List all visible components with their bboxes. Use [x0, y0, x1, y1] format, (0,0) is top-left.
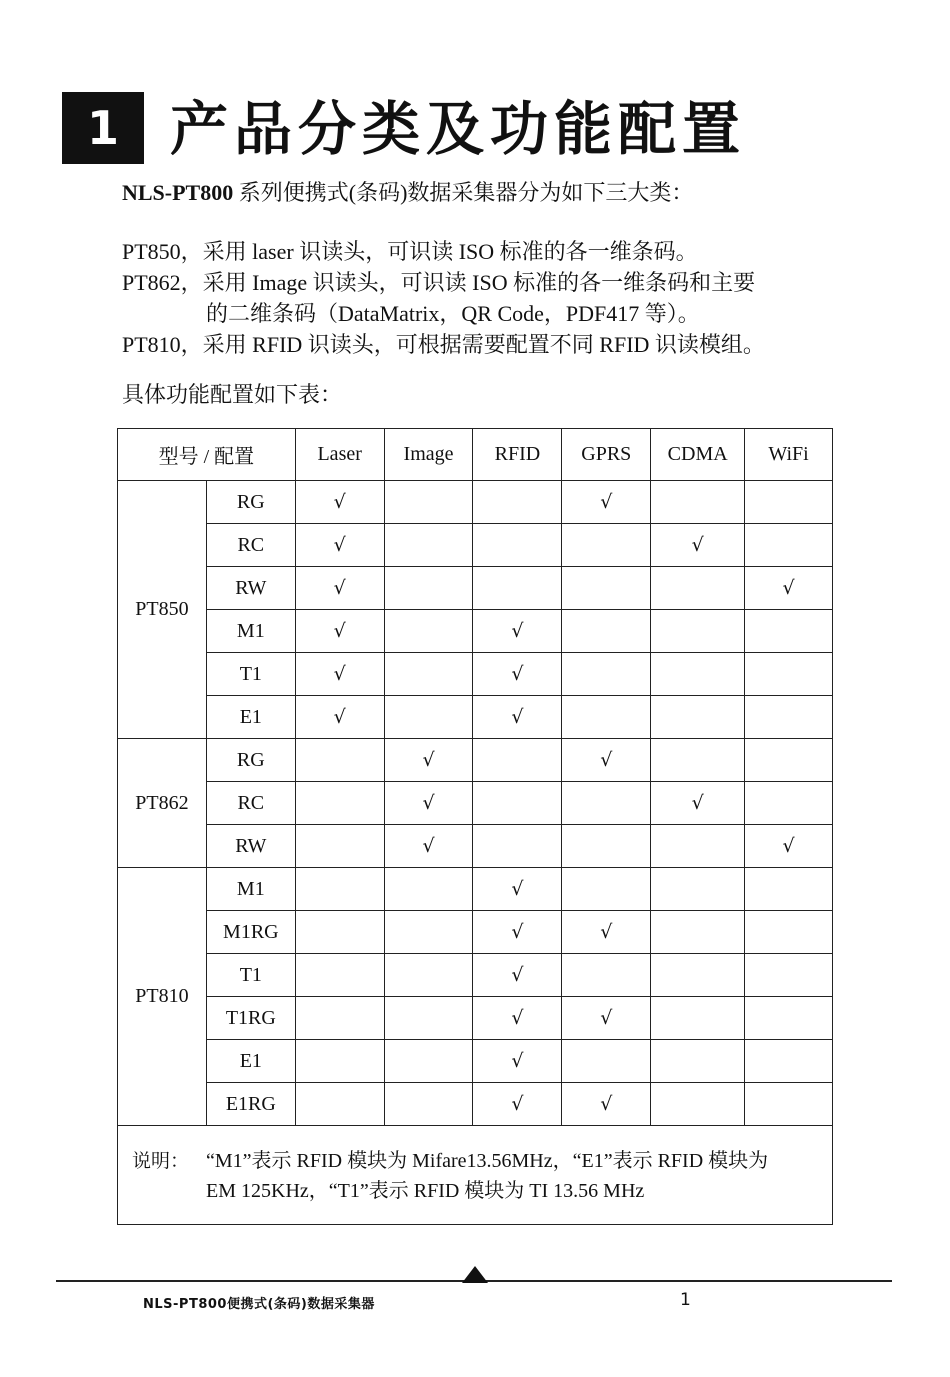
laser-check-cell: √ — [295, 653, 384, 696]
image-check-cell: √ — [384, 782, 473, 825]
image-check-cell — [384, 653, 473, 696]
submodel-cell: M1 — [206, 868, 295, 911]
rfid-check-cell: √ — [473, 954, 562, 997]
image-check-cell — [384, 911, 473, 954]
image-check-cell — [384, 1040, 473, 1083]
note-line-2: EM 125KHz，“T1”表示 RFID 模块为 TI 13.56 MHz — [206, 1180, 645, 1202]
image-check-cell: √ — [384, 739, 473, 782]
submodel-cell: T1 — [206, 653, 295, 696]
wifi-check-cell — [745, 524, 833, 567]
wifi-check-cell — [745, 782, 833, 825]
laser-check-cell — [295, 825, 384, 868]
image-check-cell — [384, 954, 473, 997]
header-wifi: WiFi — [745, 429, 833, 481]
cdma-check-cell — [651, 868, 745, 911]
table-row — [118, 696, 833, 739]
submodel-cell: RC — [206, 782, 295, 825]
laser-check-cell — [295, 1040, 384, 1083]
table-row — [118, 481, 833, 524]
gprs-check-cell — [562, 567, 651, 610]
table-row — [118, 782, 833, 825]
cdma-check-cell — [651, 825, 745, 868]
gprs-check-cell — [562, 653, 651, 696]
rfid-check-cell — [473, 782, 562, 825]
cdma-check-cell — [651, 610, 745, 653]
laser-check-cell — [295, 782, 384, 825]
wifi-check-cell: √ — [745, 567, 833, 610]
table-header-row — [118, 429, 833, 481]
table-row — [118, 653, 833, 696]
submodel-cell: RG — [206, 739, 295, 782]
header-model-config: 型号 / 配置 — [118, 429, 296, 481]
cdma-check-cell — [651, 1083, 745, 1126]
wifi-check-cell — [745, 954, 833, 997]
image-check-cell — [384, 1083, 473, 1126]
note-line-1: “M1”表示 RFID 模块为 Mifare13.56MHz，“E1”表示 RFID 模块为 — [206, 1150, 769, 1172]
laser-check-cell — [295, 954, 384, 997]
submodel-cell: RW — [206, 825, 295, 868]
header-image: Image — [384, 429, 473, 481]
gprs-check-cell — [562, 825, 651, 868]
image-check-cell — [384, 610, 473, 653]
table-body — [118, 481, 833, 1126]
table-row — [118, 911, 833, 954]
image-check-cell — [384, 997, 473, 1040]
cdma-check-cell — [651, 739, 745, 782]
note-text — [206, 1146, 820, 1206]
gprs-check-cell — [562, 1040, 651, 1083]
cdma-check-cell — [651, 997, 745, 1040]
gprs-check-cell — [562, 610, 651, 653]
gprs-check-cell — [562, 954, 651, 997]
wifi-check-cell — [745, 997, 833, 1040]
chapter-number: 1 — [62, 92, 144, 164]
category-pt862: PT862，采用 Image 识读头，可识读 ISO 标准的各一维条码和主要 — [122, 270, 756, 295]
cdma-check-cell — [651, 696, 745, 739]
submodel-cell: RW — [206, 567, 295, 610]
cdma-check-cell — [651, 653, 745, 696]
laser-check-cell: √ — [295, 567, 384, 610]
gprs-check-cell — [562, 868, 651, 911]
image-check-cell — [384, 868, 473, 911]
rfid-check-cell — [473, 481, 562, 524]
note-label: 说明： — [132, 1150, 190, 1172]
gprs-check-cell: √ — [562, 1083, 651, 1126]
cdma-check-cell: √ — [651, 782, 745, 825]
submodel-cell: E1 — [206, 696, 295, 739]
gprs-check-cell: √ — [562, 911, 651, 954]
submodel-cell: E1 — [206, 1040, 295, 1083]
wifi-check-cell: √ — [745, 825, 833, 868]
cdma-check-cell — [651, 1040, 745, 1083]
image-check-cell — [384, 481, 473, 524]
wifi-check-cell — [745, 481, 833, 524]
table-row — [118, 954, 833, 997]
gprs-check-cell: √ — [562, 739, 651, 782]
config-table — [117, 428, 833, 1225]
table-row — [118, 567, 833, 610]
note-cell — [118, 1126, 833, 1225]
cdma-check-cell — [651, 911, 745, 954]
cdma-check-cell — [651, 567, 745, 610]
table-row — [118, 825, 833, 868]
rfid-check-cell: √ — [473, 696, 562, 739]
image-check-cell — [384, 696, 473, 739]
wifi-check-cell — [745, 696, 833, 739]
laser-check-cell — [295, 868, 384, 911]
rfid-check-cell: √ — [473, 1040, 562, 1083]
rfid-check-cell: √ — [473, 997, 562, 1040]
rfid-check-cell: √ — [473, 1083, 562, 1126]
table-intro: 具体功能配置如下表： — [122, 382, 343, 407]
wifi-check-cell — [745, 1083, 833, 1126]
triangle-icon — [462, 1266, 488, 1283]
category-pt810: PT810，采用 RFID 识读头，可根据需要配置不同 RFID 识读模组。 — [122, 332, 765, 357]
model-cell-pt850: PT850 — [118, 481, 207, 739]
page-number: 1 — [680, 1290, 691, 1310]
rfid-check-cell — [473, 567, 562, 610]
footer-title: NLS-PT800便携式(条码)数据采集器 — [143, 1297, 375, 1312]
table-row — [118, 524, 833, 567]
model-cell-pt862: PT862 — [118, 739, 207, 868]
table-row — [118, 997, 833, 1040]
gprs-check-cell: √ — [562, 481, 651, 524]
wifi-check-cell — [745, 1040, 833, 1083]
chapter-title: 产品分类及功能配置 — [170, 95, 747, 163]
gprs-check-cell — [562, 782, 651, 825]
table-row — [118, 610, 833, 653]
gprs-check-cell — [562, 524, 651, 567]
cdma-check-cell — [651, 954, 745, 997]
cdma-check-cell: √ — [651, 524, 745, 567]
rfid-check-cell: √ — [473, 911, 562, 954]
submodel-cell: T1 — [206, 954, 295, 997]
category-pt850: PT850，采用 laser 识读头，可识读 ISO 标准的各一维条码。 — [122, 239, 698, 264]
submodel-cell: M1 — [206, 610, 295, 653]
laser-check-cell: √ — [295, 481, 384, 524]
laser-check-cell: √ — [295, 696, 384, 739]
wifi-check-cell — [745, 610, 833, 653]
laser-check-cell — [295, 997, 384, 1040]
intro-product: NLS-PT800 — [122, 180, 234, 205]
gprs-check-cell — [562, 696, 651, 739]
submodel-cell: M1RG — [206, 911, 295, 954]
model-cell-pt810: PT810 — [118, 868, 207, 1126]
laser-check-cell — [295, 1083, 384, 1126]
wifi-check-cell — [745, 739, 833, 782]
rfid-check-cell — [473, 524, 562, 567]
laser-check-cell: √ — [295, 524, 384, 567]
laser-check-cell: √ — [295, 610, 384, 653]
gprs-check-cell: √ — [562, 997, 651, 1040]
image-check-cell — [384, 524, 473, 567]
table-row — [118, 1083, 833, 1126]
laser-check-cell — [295, 739, 384, 782]
laser-check-cell — [295, 911, 384, 954]
rfid-check-cell: √ — [473, 868, 562, 911]
intro-text: 系列便携式(条码)数据采集器分为如下三大类： — [233, 180, 694, 205]
category-pt862-cont: 的二维条码（DataMatrix，QR Code，PDF417 等）。 — [206, 301, 700, 326]
note-row — [118, 1126, 833, 1225]
wifi-check-cell — [745, 868, 833, 911]
table-row — [118, 1040, 833, 1083]
rfid-check-cell — [473, 825, 562, 868]
submodel-cell: RG — [206, 481, 295, 524]
table-row — [118, 739, 833, 782]
intro-paragraph — [122, 178, 693, 208]
submodel-cell: E1RG — [206, 1083, 295, 1126]
header-laser: Laser — [295, 429, 384, 481]
rfid-check-cell — [473, 739, 562, 782]
rfid-check-cell: √ — [473, 610, 562, 653]
wifi-check-cell — [745, 911, 833, 954]
header-rfid: RFID — [473, 429, 562, 481]
wifi-check-cell — [745, 653, 833, 696]
header-cdma: CDMA — [651, 429, 745, 481]
submodel-cell: T1RG — [206, 997, 295, 1040]
image-check-cell — [384, 567, 473, 610]
table-row — [118, 868, 833, 911]
cdma-check-cell — [651, 481, 745, 524]
header-gprs: GPRS — [562, 429, 651, 481]
submodel-cell: RC — [206, 524, 295, 567]
rfid-check-cell: √ — [473, 653, 562, 696]
image-check-cell: √ — [384, 825, 473, 868]
